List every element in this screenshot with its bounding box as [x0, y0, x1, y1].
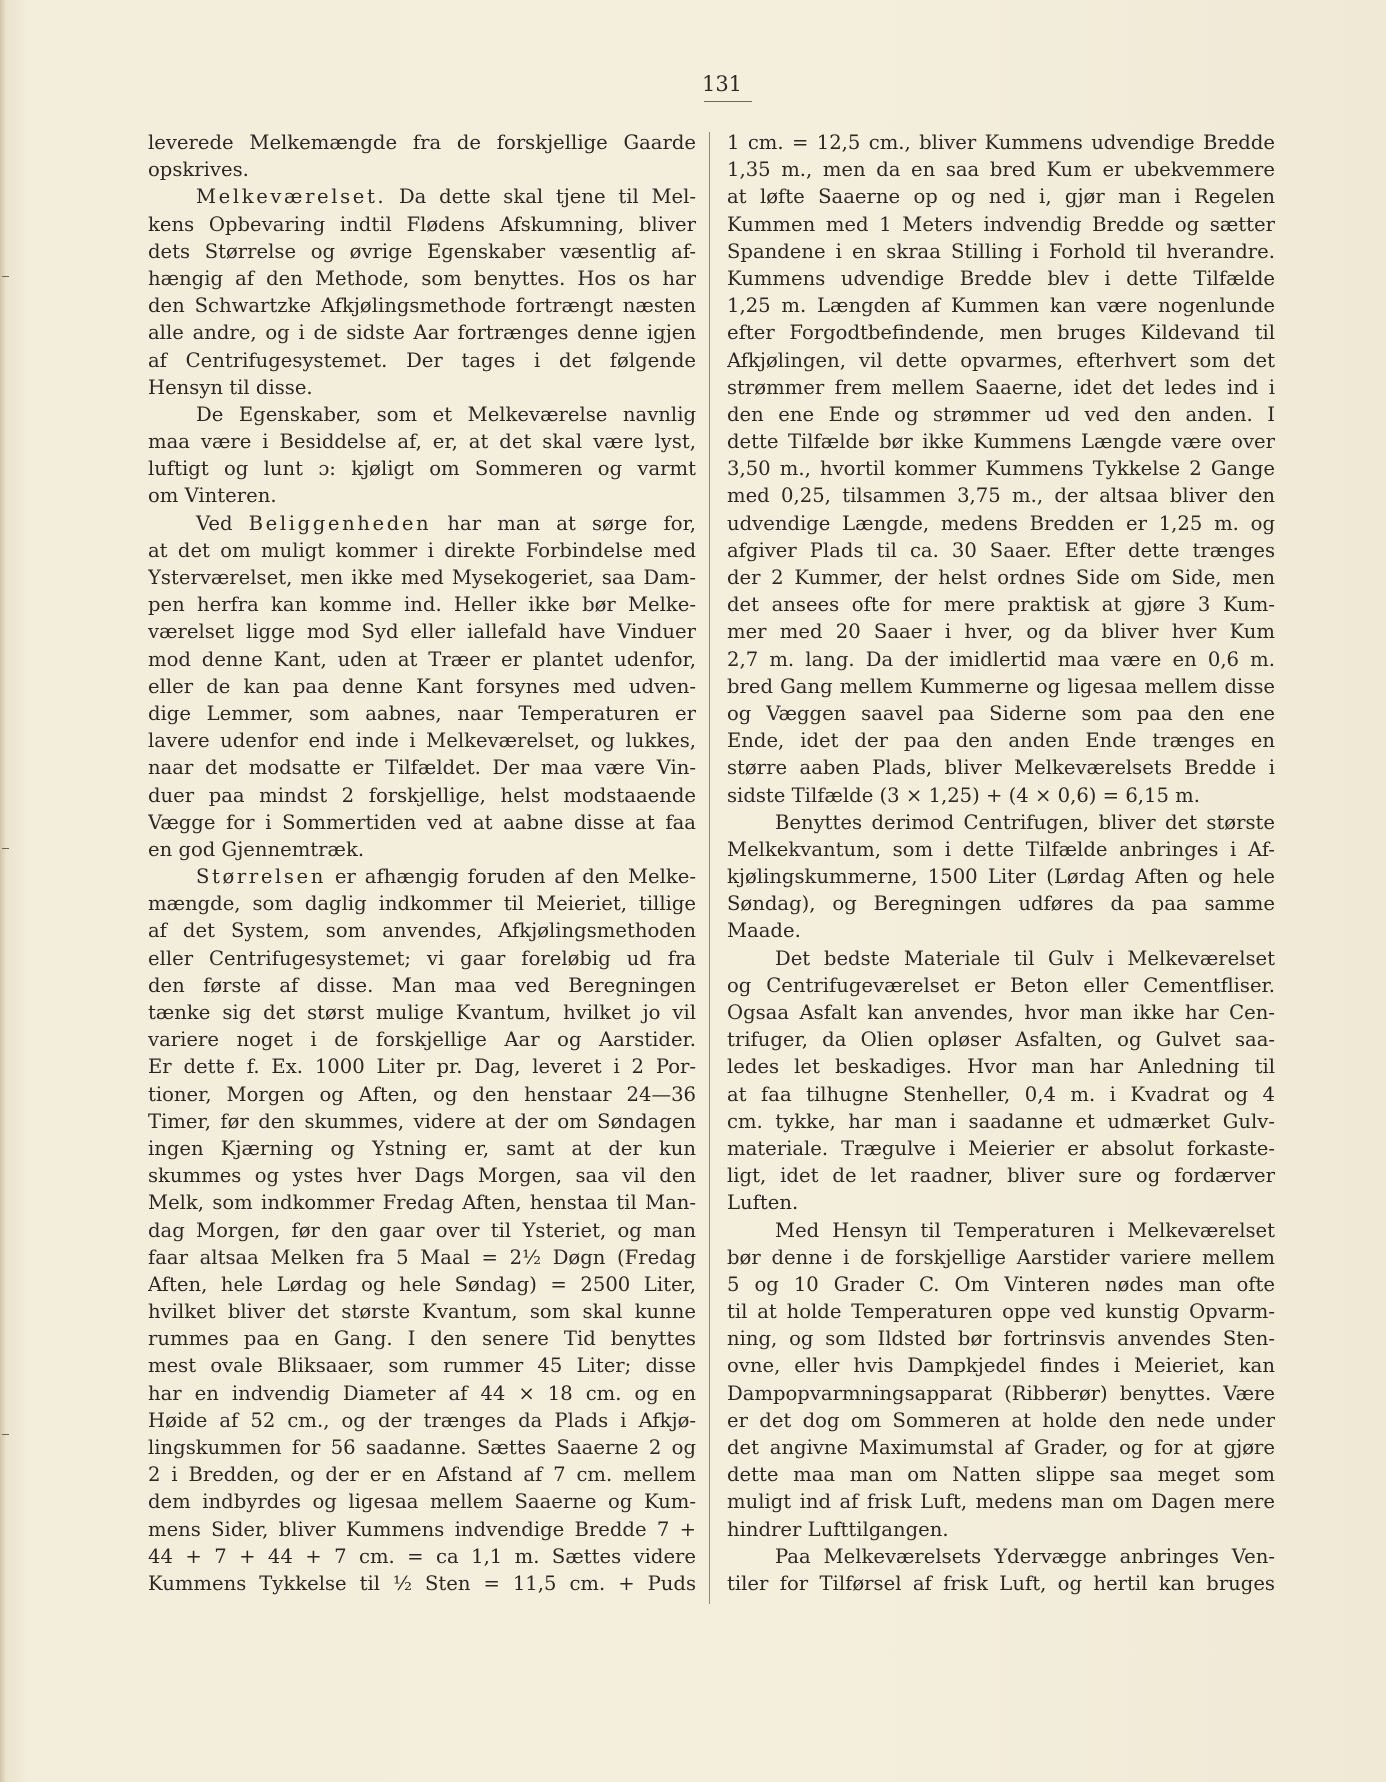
line-text: Aften, hele Lørdag og hele Søndag) = 2500 Liter, — [148, 1272, 696, 1296]
text-line — [727, 1543, 1275, 1570]
line-text: opskrives. — [148, 158, 249, 182]
text-line — [148, 782, 696, 809]
line-text: 2,7 m. lang. Da der imidlertid maa være en 0,6 m. — [727, 647, 1275, 671]
text-line — [727, 700, 1275, 727]
line-text: 1 cm. = 12,5 cm., bliver Kummens udvendige Bredde — [727, 131, 1275, 154]
line-text: med 0,25, tilsammen 3,75 m., der altsaa bliver den — [727, 484, 1275, 508]
text-line — [148, 1162, 696, 1189]
text-line — [727, 809, 1275, 836]
line-text: 3,50 m., hvortil kommer Kummens Tykkelse 2 Gange — [727, 457, 1275, 481]
text-line — [148, 1570, 696, 1597]
line-text: ledes let beskadiges. Hvor man har Anledning til — [727, 1055, 1275, 1079]
line-text: Luften. — [727, 1191, 799, 1215]
line-text: Da dette skal tjene til Mel- — [386, 185, 696, 209]
line-text: af Centrifugesystemet. Der tages i det følgende — [148, 348, 696, 372]
line-text: trifuger, da Olien opløser Asfalten, og Gulvet saa- — [727, 1028, 1275, 1052]
line-text: Ogsaa Asfalt kan anvendes, hvor man ikke har Cen- — [727, 1001, 1275, 1024]
text-line — [727, 673, 1275, 700]
line-text: pen herfra kan komme ind. Heller ikke bør Melke- — [148, 593, 696, 617]
text-line — [148, 836, 696, 863]
text-line — [727, 1244, 1275, 1271]
line-text: mængde, som daglig indkommer til Meieriet, tillige — [148, 892, 696, 916]
line-text: tiler for Tilførsel af frisk Luft, og hertil kan bruges — [727, 1571, 1275, 1595]
text-line — [727, 1162, 1275, 1189]
text-line — [727, 129, 1275, 156]
text-line — [727, 972, 1275, 999]
text-line — [727, 1217, 1275, 1244]
line-text: lavere udenfor end inde i Melkeværelset, og lukkes, — [148, 729, 696, 753]
text-line — [148, 1434, 696, 1461]
text-line — [148, 455, 696, 482]
line-text: større aaben Plads, bliver Melkeværelsets Bredde i — [727, 756, 1275, 780]
line-text: faar altsaa Melken fra 5 Maal = 2½ Døgn (Fredag — [148, 1245, 696, 1269]
text-line — [727, 537, 1275, 564]
text-line — [727, 836, 1275, 863]
line-text: muligt ind af frisk Luft, medens man om Dagen mere — [727, 1490, 1275, 1514]
text-line — [148, 238, 696, 265]
line-text: Kummens Tykkelse til ½ Sten = 11,5 cm. + Puds — [148, 1571, 696, 1595]
text-line — [727, 292, 1275, 319]
text-line — [148, 618, 696, 645]
text-line — [727, 1488, 1275, 1515]
line-text: De Egenskaber, som et Melkeværelse navnlig — [196, 402, 696, 426]
line-text: mod denne Kant, uden at Træer er plantet udenfor, — [148, 647, 696, 671]
line-text: luftigt og lunt ɔ: kjøligt om Sommeren og varmt — [148, 457, 696, 481]
text-line — [727, 999, 1275, 1026]
text-line — [727, 238, 1275, 265]
line-text: Paa Melkeværelsets Ydervægge anbringes Ven- — [775, 1544, 1275, 1568]
text-line — [727, 265, 1275, 292]
text-line — [148, 700, 696, 727]
text-line — [727, 1271, 1275, 1298]
text-line — [727, 1108, 1275, 1135]
column-divider — [709, 132, 710, 1604]
text-line — [727, 455, 1275, 482]
line-text: til at holde Temperaturen oppe ved kunstig Opvarm- — [727, 1300, 1275, 1324]
text-line — [148, 129, 696, 156]
text-line — [727, 1081, 1275, 1108]
line-text: Ende, idet der paa den anden Ende trænges en — [727, 729, 1275, 753]
line-text: mest ovale Bliksaaer, som rummer 45 Liter; disse — [148, 1354, 696, 1378]
line-text: Søndag), og Beregningen udføres da paa samme — [727, 892, 1275, 916]
text-line — [727, 211, 1275, 238]
text-line — [148, 1298, 696, 1325]
text-line — [727, 1434, 1275, 1461]
line-text: mer med 20 Saaer i hver, og da bliver hver Kum — [727, 620, 1275, 644]
line-text: 1,25 m. Længden af Kummen kan være nogenlunde — [727, 294, 1275, 318]
line-text: der 2 Kummer, der helst ordnes Side om Side, men — [727, 566, 1275, 589]
line-text: dets Størrelse og øvrige Egenskaber væsentlig af- — [148, 239, 696, 263]
line-text: materiale. Trægulve i Meierier er absolut forkaste- — [727, 1136, 1275, 1160]
line-text: og Centrifugeværelset er Beton eller Cementfliser. — [727, 973, 1275, 997]
line-text: Maade. — [727, 919, 801, 943]
text-line — [727, 1325, 1275, 1352]
text-line — [148, 1108, 696, 1135]
line-text: en god Gjennemtræk. — [148, 837, 365, 861]
text-line — [727, 754, 1275, 781]
line-text: Er dette f. Ex. 1000 Liter pr. Dag, leveret i 2 Por- — [148, 1055, 696, 1079]
text-line — [148, 727, 696, 754]
line-text: cm. tykke, har man i saadanne et udmærket Gulv- — [727, 1109, 1275, 1133]
text-line — [148, 428, 696, 455]
line-text: 2 i Bredden, og der er en Afstand af 7 cm. mellem — [148, 1463, 696, 1487]
line-text: variere noget i de forskjellige Aar og Aarstider. — [148, 1028, 696, 1052]
text-line — [148, 482, 696, 509]
line-text: Hensyn til disse. — [148, 375, 313, 399]
page-number-rule — [704, 101, 752, 102]
line-text: har man at sørge for, — [431, 511, 696, 535]
line-text: og Væggen saavel paa Siderne som paa den ene — [727, 701, 1275, 725]
line-text: eller de kan paa denne Kant forsynes med udven- — [148, 674, 696, 698]
text-line — [148, 211, 696, 238]
line-text: kens Opbevaring indtil Flødens Afskumning, bliver — [148, 212, 696, 236]
text-line — [148, 890, 696, 917]
text-line — [727, 1407, 1275, 1434]
text-line — [727, 1570, 1275, 1597]
margin-mark — [2, 276, 9, 277]
text-line — [727, 1053, 1275, 1080]
spaced-section-term: Størrelsen — [196, 865, 326, 889]
line-text: maa være i Besiddelse af, er, at det skal være lyst, — [148, 430, 696, 454]
text-line — [727, 917, 1275, 944]
text-line — [727, 183, 1275, 210]
text-line — [148, 1244, 696, 1271]
line-text: Timer, før den skummes, videre at der om Søndagen — [148, 1109, 696, 1133]
text-line — [727, 1352, 1275, 1379]
text-line — [148, 401, 696, 428]
text-line — [148, 1516, 696, 1543]
text-line — [727, 510, 1275, 537]
line-text: er afhængig foruden af den Melke- — [325, 865, 696, 889]
line-text: lingskummen for 56 saadanne. Sættes Saaerne 2 og — [148, 1436, 696, 1459]
line-text: 5 og 10 Grader C. Om Vinteren nødes man ofte — [727, 1272, 1275, 1296]
line-text: det angivne Maximumstal af Grader, og for at gjøre — [727, 1436, 1275, 1459]
text-line — [727, 1298, 1275, 1325]
line-text: mens Sider, bliver Kummens indvendige Bredde 7 + — [148, 1517, 696, 1541]
line-text: dem indbyrdes og ligesaa mellem Saaerne og Kum- — [148, 1490, 696, 1514]
text-line — [148, 1135, 696, 1162]
line-text: hvilket bliver det største Kvantum, som skal kunne — [148, 1300, 696, 1324]
text-line — [727, 347, 1275, 374]
line-text: værelset ligge mod Syd eller iallefald have Vinduer — [148, 620, 696, 644]
line-text: 44 + 7 + 44 + 7 cm. = ca 1,1 m. Sættes videre — [148, 1544, 696, 1568]
text-line — [148, 673, 696, 700]
line-text: Kummens udvendige Bredde blev i dette Tilfælde — [727, 266, 1275, 290]
text-line — [148, 972, 696, 999]
text-line — [727, 319, 1275, 346]
line-text: rummes paa en Gang. I den senere Tid benyttes — [148, 1327, 696, 1351]
text-line — [727, 727, 1275, 754]
text-line — [148, 945, 696, 972]
right-text-column — [727, 129, 1275, 1597]
text-line — [148, 809, 696, 836]
text-line — [148, 863, 696, 890]
text-line — [727, 1516, 1275, 1543]
line-text: bred Gang mellem Kummerne og ligesaa mellem disse — [727, 674, 1275, 698]
line-text: bør denne i de forskjellige Aarstider variere mellem — [727, 1245, 1275, 1269]
text-line — [727, 401, 1275, 428]
left-text-column — [148, 129, 696, 1597]
text-line — [727, 1135, 1275, 1162]
text-line — [727, 564, 1275, 591]
line-text: Spandene i en skraa Stilling i Forhold til hverandre. — [727, 239, 1275, 263]
line-text: den første af disse. Man maa ved Beregningen — [148, 973, 696, 997]
page-number: 131 — [701, 72, 743, 96]
line-text: dige Lemmer, som aabnes, naar Temperaturen er — [148, 701, 696, 725]
margin-mark — [2, 1434, 9, 1435]
text-line — [727, 782, 1275, 809]
text-line — [148, 1053, 696, 1080]
line-text: er det dog om Sommeren at holde den nede under — [727, 1408, 1275, 1432]
line-text: Det bedste Materiale til Gulv i Melkeværelset — [775, 946, 1275, 970]
line-text: at det om muligt kommer i direkte Forbindelse med — [148, 538, 696, 562]
text-line — [148, 1189, 696, 1216]
page-binding-edge — [0, 0, 6, 1782]
text-line — [148, 1461, 696, 1488]
line-text: leverede Melkemængde fra de forskjellige Gaarde — [148, 131, 696, 154]
text-line — [148, 646, 696, 673]
line-text: strømmer frem mellem Saaerne, idet det ledes ind i — [727, 375, 1275, 399]
text-line — [148, 754, 696, 781]
text-line — [727, 374, 1275, 401]
line-text: kjølingskummerne, 1500 Liter (Lørdag Aften og hele — [727, 865, 1275, 889]
text-line — [148, 156, 696, 183]
line-text: tioner, Morgen og Aften, og den henstaar 24—36 — [148, 1082, 696, 1106]
text-line — [148, 183, 696, 210]
line-text: Vægge for i Sommertiden ved at aabne disse at faa — [148, 810, 696, 834]
line-text: Høide af 52 cm., og der trænges da Plads i Afkjø- — [148, 1408, 696, 1432]
text-line — [727, 428, 1275, 455]
line-text: udvendige Længde, medens Bredden er 1,25 m. og — [727, 511, 1275, 535]
text-line — [148, 347, 696, 374]
line-text: om Vinteren. — [148, 484, 277, 508]
text-line — [148, 537, 696, 564]
line-text: naar det modsatte er Tilfældet. Der maa være Vin- — [148, 756, 696, 780]
text-line — [148, 292, 696, 319]
text-line — [727, 591, 1275, 618]
spaced-section-term: Beliggenheden — [248, 511, 432, 535]
text-line — [148, 1026, 696, 1053]
text-line — [148, 1271, 696, 1298]
line-text: Kummen med 1 Meters indvendig Bredde og sætter — [727, 212, 1275, 236]
line-text: Benyttes derimod Centrifugen, bliver det største — [775, 810, 1275, 834]
text-line — [727, 890, 1275, 917]
line-text: afgiver Plads til ca. 30 Saaer. Efter dette trænges — [727, 538, 1275, 562]
text-line — [148, 1488, 696, 1515]
line-text: Dampopvarmningsapparat (Ribberør) benyttes. Være — [727, 1381, 1275, 1405]
text-line — [148, 1217, 696, 1244]
line-text: ning, og som Ildsted bør fortrinsvis anvendes Sten- — [727, 1327, 1275, 1351]
line-text: ligt, idet de let raadner, bliver sure og fordærver — [727, 1164, 1275, 1188]
line-text: det ansees ofte for mere praktisk at gjøre 3 Kum- — [727, 593, 1275, 617]
line-text: at faa tilhugne Stenheller, 0,4 m. i Kvadrat og 4 — [727, 1082, 1275, 1106]
spaced-section-term: Melkeværelset. — [196, 185, 387, 209]
text-line — [727, 646, 1275, 673]
line-text: Ysterværelset, men ikke med Mysekogeriet, saa Dam- — [148, 566, 696, 589]
line-text: eller Centrifugesystemet; vi gaar foreløbig ud fra — [148, 946, 696, 970]
text-line — [148, 1380, 696, 1407]
line-text: den ene Ende og strømmer ud ved den anden. I — [727, 402, 1275, 426]
line-text: Melkekvantum, som i dette Tilfælde anbringes i Af- — [727, 837, 1275, 861]
text-line — [727, 1026, 1275, 1053]
line-text: af det System, som anvendes, Afkjølingsmethoden — [148, 919, 696, 943]
line-text: hindrer Lufttilgangen. — [727, 1517, 949, 1541]
text-line — [148, 510, 696, 537]
text-line — [727, 482, 1275, 509]
line-text: ingen Kjærning og Ystning er, samt at der kun — [148, 1136, 696, 1160]
text-line — [727, 1461, 1275, 1488]
text-line — [727, 863, 1275, 890]
line-text: dette maa man om Natten slippe saa meget som — [727, 1463, 1275, 1487]
text-line — [148, 374, 696, 401]
line-text: dag Morgen, før den gaar over til Ysteriet, og man — [148, 1218, 696, 1242]
line-text: Med Hensyn til Temperaturen i Melkeværelset — [775, 1218, 1275, 1242]
line-text: sidste Tilfælde (3 × 1,25) + (4 × 0,6) = 6,15 m. — [727, 783, 1200, 807]
line-text: ovne, eller hvis Dampkjedel findes i Meieriet, kan — [727, 1354, 1275, 1378]
line-text: skummes og ystes hver Dags Morgen, saa vil den — [148, 1164, 696, 1188]
text-line — [727, 618, 1275, 645]
line-text: duer paa mindst 2 forskjellige, helst modstaaende — [148, 783, 696, 807]
text-line — [148, 1407, 696, 1434]
text-line — [727, 945, 1275, 972]
line-text: hængig af den Methode, som benyttes. Hos os har — [148, 266, 696, 290]
text-line — [727, 1189, 1275, 1216]
line-text: alle andre, og i de sidste Aar fortrænges denne igjen — [148, 321, 696, 345]
text-line — [148, 591, 696, 618]
text-line — [148, 564, 696, 591]
line-text: Melk, som indkommer Fredag Aften, henstaa til Man- — [148, 1191, 696, 1215]
line-text: efter Forgodtbefindende, men bruges Kildevand til — [727, 321, 1275, 345]
text-line — [148, 1352, 696, 1379]
text-line — [148, 1081, 696, 1108]
line-text: den Schwartzke Afkjølingsmethode fortrængt næsten — [148, 294, 696, 318]
text-line — [148, 1325, 696, 1352]
text-line — [148, 265, 696, 292]
margin-mark — [2, 848, 9, 849]
line-text: 1,35 m., men da en saa bred Kum er ubekvemmere — [727, 158, 1275, 182]
text-line — [148, 917, 696, 944]
text-line — [727, 156, 1275, 183]
text-line — [148, 999, 696, 1026]
line-text: har en indvendig Diameter af 44 × 18 cm. og en — [148, 1381, 696, 1405]
line-prefix: Ved — [196, 511, 249, 535]
line-text: Afkjølingen, vil dette opvarmes, efterhvert som det — [727, 348, 1275, 372]
line-text: dette Tilfælde bør ikke Kummens Længde være over — [727, 430, 1275, 454]
line-text: tænke sig det størst mulige Kvantum, hvilket jo vil — [148, 1001, 696, 1024]
text-line — [148, 319, 696, 346]
text-line — [727, 1380, 1275, 1407]
line-text: at løfte Saaerne op og ned i, gjør man i Regelen — [727, 185, 1275, 209]
text-line — [148, 1543, 696, 1570]
